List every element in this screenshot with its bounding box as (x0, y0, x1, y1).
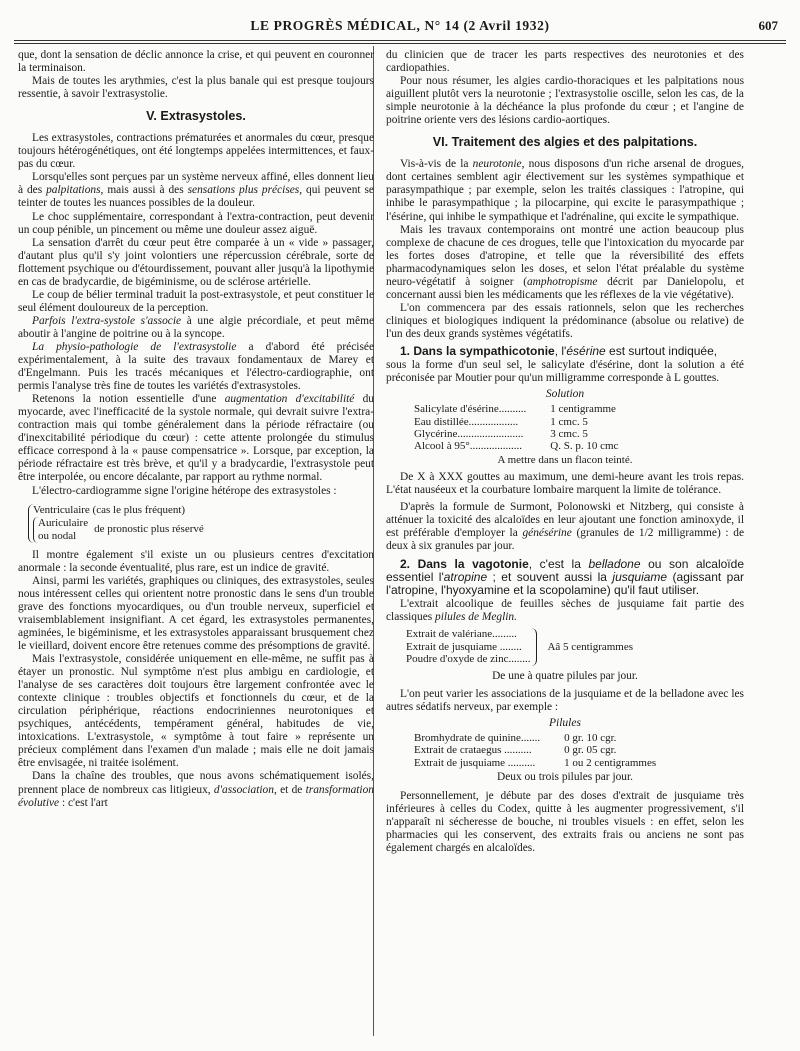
paragraph: D'après la formule de Surmont, Polonowski et Nitzberg, qui consiste à atténuer la toxicité des alcaloïdes en leur ajoutant une fonction aminoxyde, il est préférable d'employer la génésérine (granules de 1/2 milligramme) : de deux à six granules par jour. (386, 500, 745, 553)
solution-note: A mettre dans un flacon teinté. (497, 453, 633, 466)
paragraph: De X à XXX gouttes au maximum, une demi-heure avant les trois repas. L'état nauséeux et la courbature lombaire marquent la limite de tolérance. (386, 470, 744, 496)
subheading-vagotonie: 2. Dans la vagotonie, c'est la belladone ou son alcaloïde essentiel l'atropine ; et souvent aussi la jusquiame (agissant par l'atropine, l'hyoxyamine et la scopolamine) qu'il faut utiliser. (386, 557, 744, 598)
page-number: 607 (758, 18, 778, 33)
paragraph: du clinicien que de tracer les parts respectives des neurotonies et des cardiopathies. (386, 49, 744, 75)
formula-item: Poudre d'oxyde de zinc........ (406, 653, 531, 666)
paragraph: Retenons la notion essentielle d'une augmentation d'excitabilité du myocarde, avec l'inefficacité de la systole normale, qui devrait suivre l'extra-contraction mais qui tombe généralement dans la période réfractaire (ou d'inexcitabilité périodique du cœur) : cette attente prolongée du stimulus efficace correspond à la « pause compensatrice ». Lorsque, par exception, la période réfractaire est très brève, et qu'il y a bradycardie, l'extrasystole peut être interpolée, ou encore décalante, par rapport au rythme normal. (18, 393, 374, 484)
section-heading-v: V. Extrasystoles. (146, 109, 246, 124)
brace-item-nodal: ou nodal (38, 529, 77, 542)
paragraph: La physio-pathologie de l'extrasystolie a d'abord été précisée expérimentalement, à la suite des travaux fondamentaux de Marey et d'Engelmann. Puis les tracés mécaniques et l'électro-cardiographie, ont permis l'analyse très fine de toutes les variétés d'extrasystoles. (18, 340, 374, 393)
paragraph: Mais de toutes les arythmies, c'est la plus banale qui est presque toujours ressentie, à savoir l'extrasystolie. (18, 75, 374, 101)
paragraph: Vis-à-vis de la neurotonie, nous disposons d'un riche arsenal de drogues, dont certaines semblent agir électivement sur les systèmes sympathique et parasympathique ; par exemple, selon les traités classiques : l'atropine, qui inhibe le parasympathique ; la pilocarpine, qui excite le parasympathique ; l'ésérine, qui inhibe le sympathique et l'adrénaline, qui excite le sympathique. (386, 158, 745, 223)
paragraph: Il montre également s'il existe un ou plusieurs centres d'excitation anormale : la seconde éventualité, plus rare, est un indice de gravité. (18, 548, 374, 574)
journal-title: LE PROGRÈS MÉDICAL, N° 14 (2 Avril 1932) (250, 18, 550, 33)
formula-note: De une à quatre pilules par jour. (492, 669, 638, 682)
paragraph: Personnellement, je débute par des doses d'extrait de jusquiame très inférieures à celles du Codex, quitte à les augmenter progressivement, s'il n'apparaît ni sécheresse de bouche, ni troubles visuels : en effet, selon les pharmacies qui les conservent, des extraits frais ou anciens ne sont pas également chargés en alcaloïdes. (386, 790, 744, 855)
running-header (14, 14, 786, 36)
brace-item-auricular: Auriculaire (38, 516, 89, 529)
meglin-formula (406, 628, 744, 665)
paragraph: L'on peut varier les associations de la jusquiame et de la belladone avec les autres sédatifs nerveux, par exemple : (386, 687, 744, 713)
brace-prognosis: de pronostic plus réservé (94, 523, 204, 536)
pills-title: Pilules (549, 716, 581, 729)
paragraph: Les extrasystoles, contractions prématurées et anormales du cœur, presque toujours hétérogénétiques, ont été longtemps appelées intermittences, et faux-pas du cœur. (18, 132, 374, 171)
paragraph: Le choc supplémentaire, correspondant à l'extra-contraction, peut devenir un coup pénible, un pincement ou même une douleur assez aiguë. (18, 210, 374, 236)
paragraph: L'on commencera par des essais rationnels, selon que les recherches cliniques et biologiques indiquent la prédominance (absolue ou relative) de l'un des deux grands systèmes végétatifs. (386, 301, 744, 340)
origin-brace-list (28, 504, 374, 543)
formula-item: Extrait de valériane......... (406, 628, 517, 641)
paragraph: sous la forme d'un seul sel, le salicylate d'ésérine, dont la solution a été préconisée par Moutier pour qu'un milligramme corresponde à L gouttes. (386, 359, 744, 385)
table-row: Extrait de crataegus .......... 0 gr. 05 cgr. (414, 744, 617, 757)
table-row: Alcool à 95°................... Q. S. p. 10 cmc (414, 440, 619, 453)
paragraph: Mais l'extrasystole, considérée uniquement en elle-même, ne suffit pas à étayer un pronostic. Nul symptôme n'est plus ambigu en cardiologie, et l'analyse de ses caractères doit toujours être largement confrontée avec le contexte clinique : troubles objectifs et fonctionnels du cœur, et de la circulation périphérique, réactions endocriniennes neurotoniques et psychiques, antécédents, tempérament général, habitudes de vie, intoxications. L'extrasystole, « symptôme à tout faire » représente un précieux complément dans l'examen d'un malade ; mais elle ne doit jamais être envisagée, ni traitée isolément. (18, 653, 374, 770)
brace-item-ventricular: Ventriculaire (cas le plus fréquent) (33, 503, 186, 516)
paragraph: Pour nous résumer, les algies cardio-thoraciques et les palpitations nous aiguillent plutôt vers la neurotonie ; l'extrasystolie oscille, selon les cas, de la simple neurotonie à la déchéance la plus profonde du cœur ; et l'angine de poitrine oriente vers des lésions cardio-aortiques. (386, 75, 744, 127)
pills-table (414, 732, 660, 769)
header-rule-top (14, 40, 786, 41)
table-row: Bromhydrate de quinine....... 0 gr. 10 cgr. (414, 731, 617, 744)
paragraph: Dans la chaîne des troubles, que nous avons schématiquement isolés, prennent place de nombreux cas litigieux, d'association, et de transformation évolutive : c'est l'art (18, 770, 374, 809)
solution-table (414, 403, 622, 453)
subheading-sympathicotonie: 1. Dans la sympathicotonie, l'ésérine est surtout indiquée, (400, 343, 718, 358)
table-row: Salicylate d'ésérine.......... 1 centigramme (414, 403, 616, 416)
table-row: Extrait de jusquiame .......... 1 ou 2 centigrammes (414, 756, 657, 769)
paragraph: Le coup de bélier terminal traduit la post-extrasystole, et peut constituer le seul élément douloureux de la perception. (18, 288, 374, 314)
right-column (386, 49, 744, 855)
section-heading-vi: VI. Traitement des algies et des palpitations. (432, 135, 698, 150)
table-row: Glycérine........................ 3 cmc. 5 (414, 427, 588, 440)
table-row: Eau distillée.................. 1 cmc. 5 (414, 415, 588, 428)
formula-item: Extrait de jusquiame ........ (406, 640, 522, 653)
paragraph: L'extrait alcoolique de feuilles sèches de jusquiame fait partie des classiques pilules de Meglin. (386, 598, 744, 624)
paragraph: que, dont la sensation de déclic annonce la crise, et qui peuvent en couronner la terminaison. (18, 49, 374, 75)
paragraph: Lorsqu'elles sont perçues par un système nerveux affiné, elles donnent lieu à des palpitations, mais aussi à des sensations plus précises, qui peuvent se teinter de toutes les nuances possibles de la douleur. (18, 171, 374, 210)
paragraph: Parfois l'extra-systole s'associe à une algie précordiale, et peut même aboutir à l'angine de poitrine ou à la syncope. (18, 314, 374, 340)
pills-note: Deux ou trois pilules par jour. (496, 770, 634, 783)
formula-quantity: Aâ 5 centigrammes (547, 640, 634, 653)
paragraph: La sensation d'arrêt du cœur peut être comparée à un « vide » passager, d'autant plus qu'il s'y joint volontiers une répercussion cérébrale, sorte de flottement psychique ou d'étourdissement, pouvant aller jusqu'à la lipothymie en cas de bradycardie, de bigéminisme, ou de sclérose artérielle. (18, 236, 374, 288)
left-column (18, 49, 374, 810)
paragraph: Mais les travaux contemporains ont montré une action beaucoup plus complexe de chacune de ces drogues, telle que l'intoxication du myocarde par les fortes doses d'atropine, et telle que la réversibilité des effets pharmacodynamiques selon les doses, et selon l'état préalable du système neuro-végétatif à soigner (amphotropisme décrit par Danielopolu, et concernant aussi bien les médicaments que les réflexes de la vie végétative). (386, 223, 744, 301)
header-rule-bottom (14, 43, 786, 44)
solution-title: Solution (545, 388, 585, 401)
paragraph: Ainsi, parmi les variétés, graphiques ou cliniques, des extrasystoles, seules nous intéressent celles qui orientent notre pronostic dans le sens d'un trouble grave des fonctions myocardiques, ou d'un trouble nerveux, superficiel et vraisemblablement insignifiant. A cet égard, les extrasystoles permanentes, agminées, le bigéminisme, et les extrasystoles apparaissant brusquement chez le vieillard, doivent encore être retenues comme des présomptions de gravité. (18, 574, 374, 653)
paragraph: L'électro-cardiogramme signe l'origine hétérope des extrasystoles : (32, 484, 337, 497)
